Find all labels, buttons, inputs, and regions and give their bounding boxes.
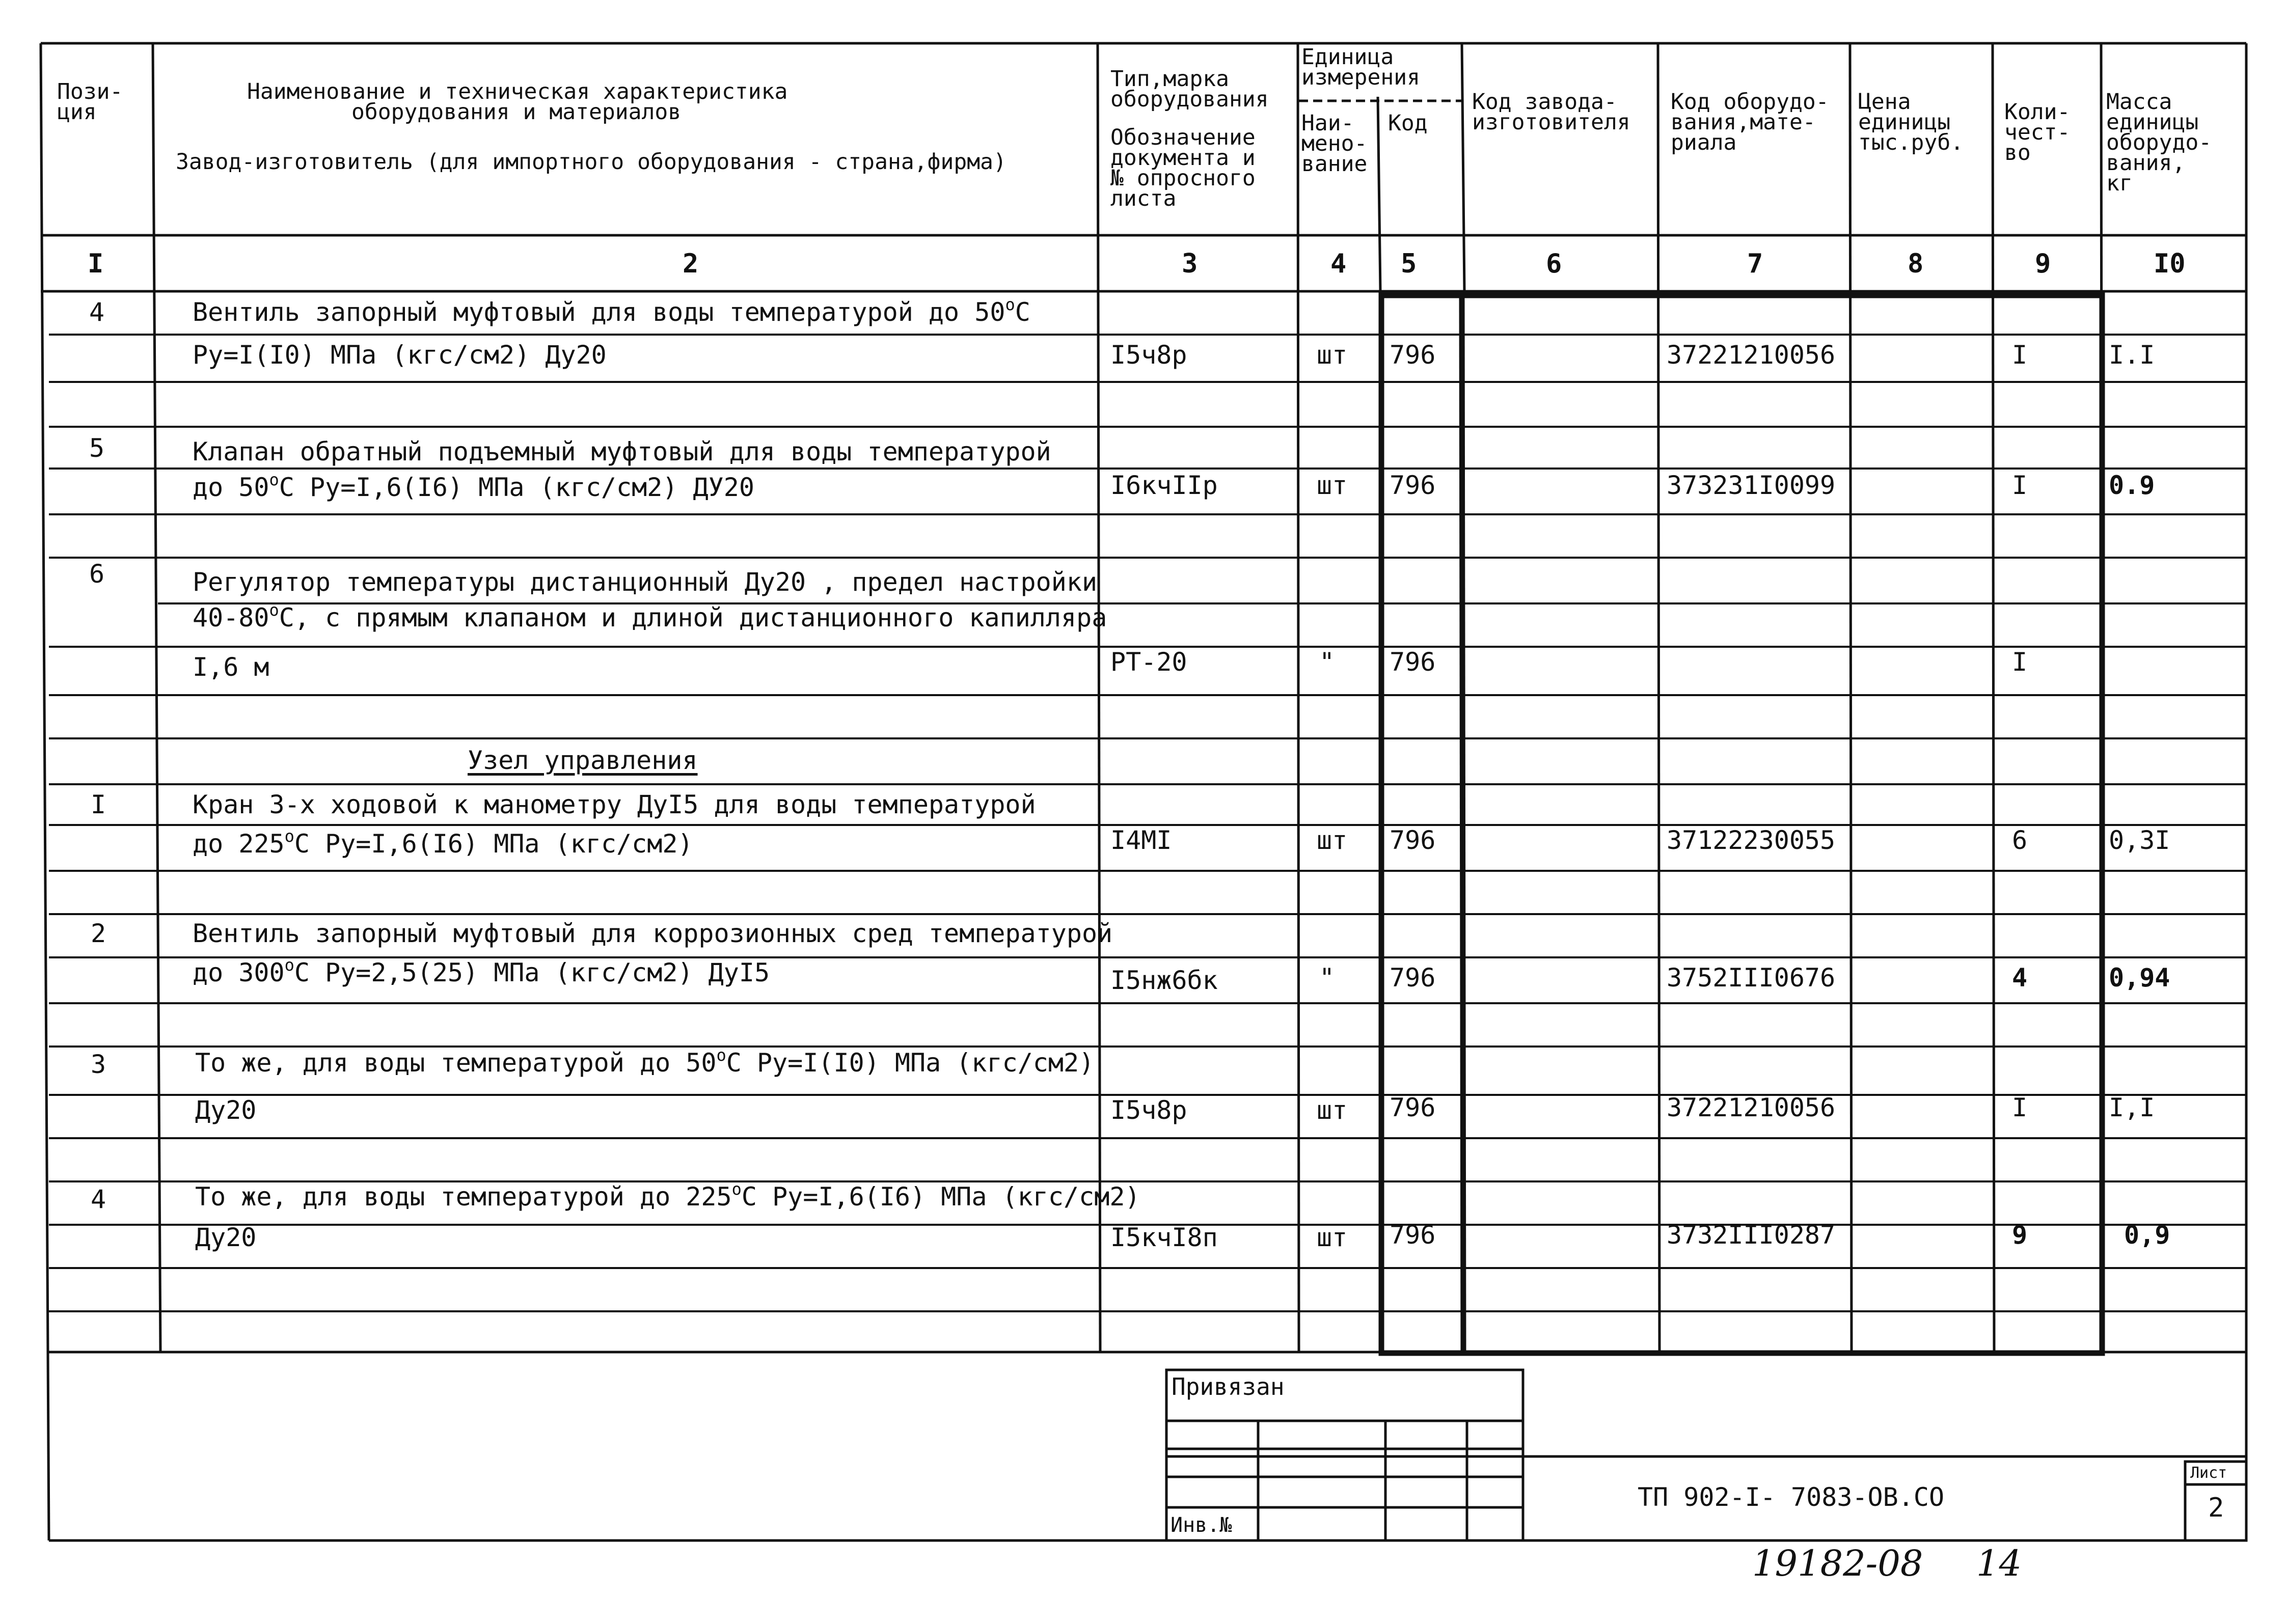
item-name: Вентиль запорный муфтовый для воды температурой до 50$^o$С xyxy=(193,295,1030,327)
item-name: Регулятор температуры дистанционный Ду20 , предел настройки xyxy=(193,567,1098,597)
column-number: 8 xyxy=(1908,249,1924,279)
item-position: 6 xyxy=(89,559,105,589)
item-equipment-code: 373231I0099 xyxy=(1667,471,1836,500)
item-name: Клапан обратный подъемный муфтовый для воды температурой xyxy=(193,437,1051,466)
item-name: до 300$^o$С Ру=2,5(25) МПа (кгс/см2) ДуI5 xyxy=(193,955,770,987)
section-title: Узел управления xyxy=(468,746,698,775)
item-mass: 0.9 xyxy=(2109,471,2155,500)
item-type: I5ч8р xyxy=(1110,1095,1187,1125)
header-document-designation: Обозначение документа и № опросного листа xyxy=(1110,125,1256,211)
item-unit: " xyxy=(1319,647,1335,677)
item-unit: шт xyxy=(1317,1223,1348,1252)
column-number: I0 xyxy=(2154,249,2186,279)
header-unit-price: Цена единицы тыс.руб. xyxy=(1858,89,1964,155)
stamp-sheet-number: 2 xyxy=(2208,1493,2224,1523)
header-equipment-code: Код оборудо- вания,мате- риала xyxy=(1671,89,1829,155)
item-name: То же, для воды температурой до 50$^o$С Ру=I(I0) МПа (кгс/см2) xyxy=(195,1045,1095,1078)
header-unit-code: Код xyxy=(1388,111,1428,136)
header-name-line1: Наименование и техническая характеристика xyxy=(247,79,788,104)
item-equipment-code: 37122230055 xyxy=(1667,825,1836,855)
item-type: I5кчI8п xyxy=(1110,1223,1218,1252)
item-unit: " xyxy=(1319,963,1335,993)
item-unit: шт xyxy=(1317,1095,1348,1125)
header-name-line3: Завод-изготовитель (для импортного оборудования - страна,фирма) xyxy=(176,149,1006,175)
handwritten-archive-number: 19182-08 xyxy=(1752,1543,1923,1584)
item-equipment-code: 37221210056 xyxy=(1667,340,1836,370)
item-mass: 0,9 xyxy=(2124,1220,2170,1250)
item-unit: шт xyxy=(1317,340,1348,370)
item-equipment-code: 3732III0287 xyxy=(1667,1220,1836,1250)
header-factory-code: Код завода- изготовителя xyxy=(1472,89,1630,135)
item-mass: 0,94 xyxy=(2109,963,2170,993)
header-quantity: Коли- чест- во xyxy=(2004,99,2071,166)
item-position: 4 xyxy=(89,297,105,327)
item-quantity: 4 xyxy=(2012,963,2028,993)
item-name: Кран 3-х ходовой к манометру ДуI5 для воды температурой xyxy=(193,790,1036,819)
handwritten-page-number: 14 xyxy=(1976,1543,2022,1584)
stamp-inventory-label: Инв.№ xyxy=(1171,1513,1232,1537)
item-unit-code: 796 xyxy=(1390,1093,1436,1122)
item-position: 5 xyxy=(89,433,105,463)
stamp-sheet-label: Лист xyxy=(2190,1464,2227,1482)
item-name: 40-80$^o$С, с прямым клапаном и длиной дистанционного капилляра xyxy=(193,600,1107,632)
item-quantity: I xyxy=(2012,340,2028,370)
column-number: 3 xyxy=(1182,249,1198,279)
item-position: 2 xyxy=(91,919,106,948)
column-number: 7 xyxy=(1747,249,1763,279)
column-number: 9 xyxy=(2035,249,2051,279)
item-name: Ду20 xyxy=(195,1095,257,1125)
item-mass: I,I xyxy=(2109,1093,2155,1122)
item-mass: 0,3I xyxy=(2109,825,2170,855)
item-quantity: 9 xyxy=(2012,1220,2028,1250)
column-number: 2 xyxy=(683,249,699,279)
item-unit-code: 796 xyxy=(1390,1220,1436,1250)
item-type: I5ч8р xyxy=(1110,340,1187,370)
item-name: Ду20 xyxy=(195,1223,257,1252)
item-type: I6кчIIр xyxy=(1110,471,1218,500)
item-unit-code: 796 xyxy=(1390,340,1436,370)
item-type: РТ-20 xyxy=(1110,647,1187,677)
item-equipment-code: 3752III0676 xyxy=(1667,963,1836,993)
item-quantity: I xyxy=(2012,471,2028,500)
header-name-line2: оборудования и материалов xyxy=(351,99,682,125)
stamp-document-code: ТП 902-I- 7083-ОВ.СО xyxy=(1638,1482,1945,1512)
item-name: до 225$^o$С Ру=I,6(I6) МПа (кгс/см2) xyxy=(193,827,693,859)
item-position: I xyxy=(91,790,106,819)
header-unit-mass: Масса единицы оборудо- вания, кг xyxy=(2106,89,2212,196)
item-unit: шт xyxy=(1317,825,1348,855)
item-unit-code: 796 xyxy=(1390,825,1436,855)
item-name: I,6 м xyxy=(193,652,269,682)
item-quantity: I xyxy=(2012,1093,2028,1122)
item-unit-code: 796 xyxy=(1390,647,1436,677)
item-name: Вентиль запорный муфтовый для коррозионных сред температурой xyxy=(193,919,1113,948)
column-number: 5 xyxy=(1401,249,1417,279)
item-position: 3 xyxy=(91,1050,106,1079)
item-unit-code: 796 xyxy=(1390,471,1436,500)
item-quantity: 6 xyxy=(2012,825,2028,855)
column-number: 4 xyxy=(1330,249,1347,279)
item-name: То же, для воды температурой до 225$^o$С Ру=I,6(I6) МПа (кгс/см2) xyxy=(195,1179,1140,1212)
item-type: I5нж6бк xyxy=(1110,966,1218,995)
item-unit: шт xyxy=(1317,471,1348,500)
item-mass: I.I xyxy=(2109,340,2155,370)
item-quantity: I xyxy=(2012,647,2028,677)
stamp-linked-label: Привязан xyxy=(1172,1373,1285,1400)
column-number: I xyxy=(88,249,104,279)
item-name: до 50$^o$С Ру=I,6(I6) МПа (кгс/см2) ДУ20 xyxy=(193,470,754,502)
header-unit-group: Единица измерения xyxy=(1301,44,1420,90)
item-name: Ру=I(I0) МПа (кгс/см2) Ду20 xyxy=(193,340,607,370)
header-position: Пози- ция xyxy=(57,79,123,125)
column-number: 6 xyxy=(1546,249,1562,279)
item-equipment-code: 37221210056 xyxy=(1667,1093,1836,1122)
header-unit-name: Наи- мено- вание xyxy=(1301,111,1368,177)
item-type: I4МI xyxy=(1110,825,1172,855)
header-type-mark: Тип,марка оборудования xyxy=(1110,66,1269,112)
item-position: 4 xyxy=(91,1185,106,1214)
item-unit-code: 796 xyxy=(1390,963,1436,993)
